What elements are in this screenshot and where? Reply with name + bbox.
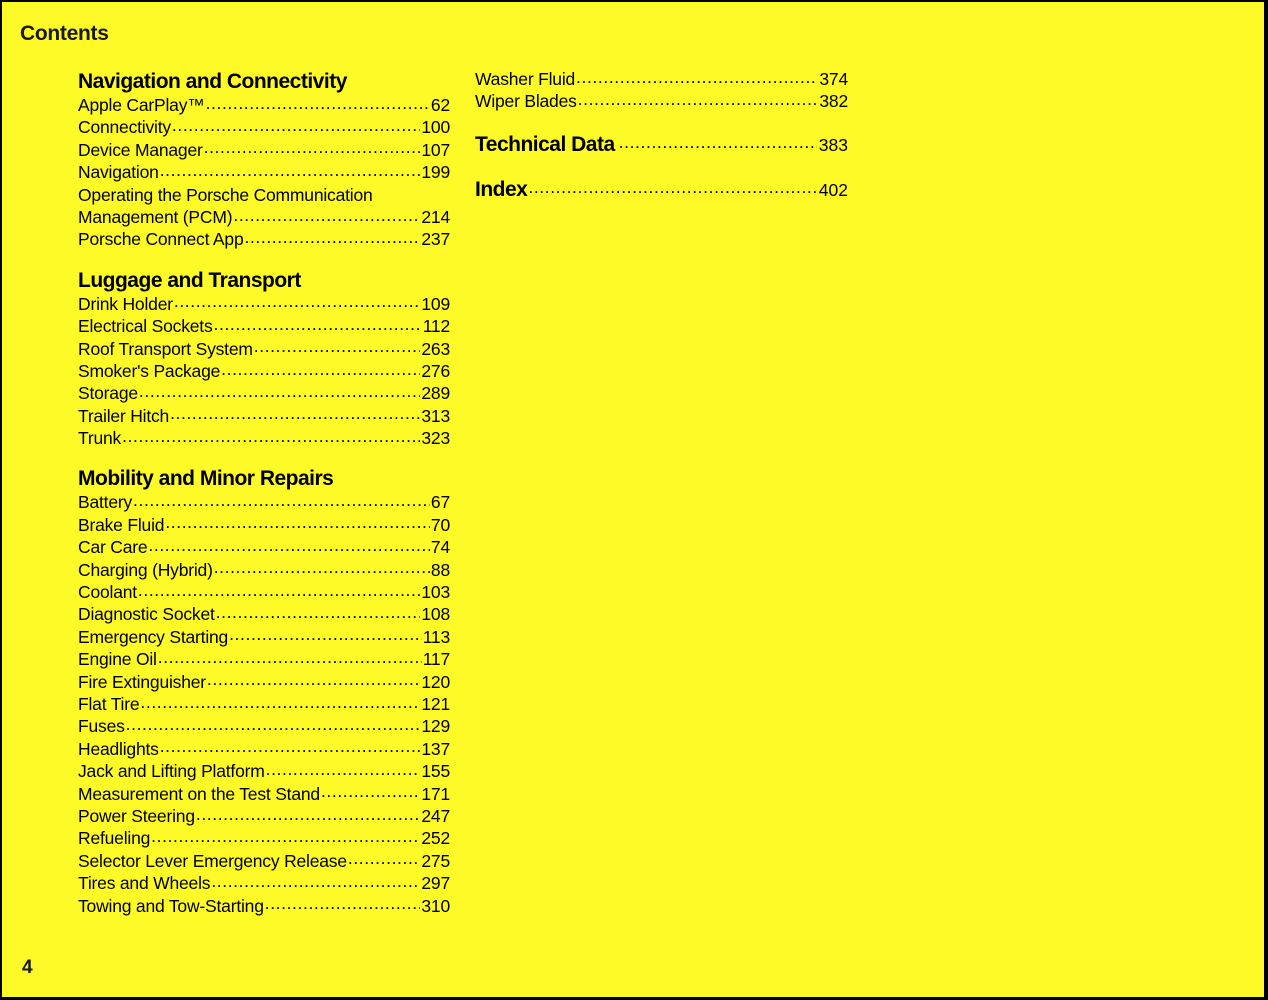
entry-label: Tires and Wheels (78, 873, 211, 894)
toc-entry[interactable] (78, 94, 450, 116)
dot-leader (207, 674, 420, 688)
entry-page: 109 (421, 293, 450, 314)
entry-page: 103 (421, 582, 450, 603)
entry-page: 108 (421, 604, 450, 625)
toc-section-navigation-connectivity (78, 70, 450, 251)
entry-page: 237 (421, 229, 450, 250)
entry-page: 276 (421, 360, 450, 381)
page-title: Contents (20, 22, 109, 45)
toc-entry[interactable] (78, 228, 450, 250)
dot-leader (348, 853, 421, 867)
entry-page: 313 (421, 405, 450, 426)
entry-label: Fuses (78, 716, 125, 737)
toc-heading-technical-data[interactable] (475, 133, 848, 157)
dot-leader (254, 341, 421, 355)
page-number: 4 (22, 957, 33, 978)
toc-entry[interactable] (78, 648, 450, 670)
heading-label: Technical Data (475, 132, 615, 156)
entry-label: Smoker's Package (78, 360, 221, 381)
toc-entry[interactable] (78, 671, 450, 693)
toc-entry-multiline[interactable] (78, 184, 450, 229)
dot-leader (321, 786, 420, 800)
dot-leader (172, 119, 420, 133)
dot-leader (619, 137, 817, 151)
dot-leader (139, 385, 420, 399)
toc-entry-line2 (78, 206, 450, 228)
entry-page: 289 (421, 383, 450, 404)
contents-page (2, 2, 1264, 997)
entry-label: Power Steering (78, 805, 195, 826)
dot-leader (244, 231, 420, 245)
entry-label: Management (PCM) (78, 206, 233, 227)
entry-page: 263 (421, 338, 450, 359)
entry-label: Roof Transport System (78, 338, 253, 359)
entry-label: Charging (Hybrid) (78, 559, 213, 580)
dot-leader (578, 93, 819, 107)
entry-page: 113 (422, 626, 450, 647)
entry-page: 247 (421, 805, 450, 826)
toc-entry[interactable] (78, 850, 450, 872)
dot-leader (576, 71, 818, 85)
toc-entry[interactable] (78, 715, 450, 737)
entry-label: Jack and Lifting Platform (78, 761, 265, 782)
toc-entry[interactable] (78, 382, 450, 404)
entry-page: 100 (421, 117, 450, 138)
section-heading: Mobility and Minor Repairs (78, 467, 334, 491)
entry-page: 62 (430, 95, 450, 115)
entry-label: Battery (78, 492, 133, 513)
toc-entry[interactable] (78, 293, 450, 315)
toc-entry[interactable] (78, 559, 450, 581)
entry-page: 74 (430, 537, 450, 558)
entry-label: Porsche Connect App (78, 229, 244, 250)
entry-page: 88 (430, 559, 450, 580)
entry-label: Apple CarPlay™ (78, 95, 205, 115)
entry-page: 129 (421, 716, 450, 737)
toc-entry[interactable] (78, 626, 450, 648)
entry-label: Washer Fluid (475, 69, 576, 89)
toc-entry[interactable] (78, 139, 450, 161)
section-heading: Luggage and Transport (78, 268, 301, 292)
dot-leader (266, 763, 421, 777)
toc-right-column (475, 68, 848, 202)
toc-entry[interactable] (78, 693, 450, 715)
dot-leader (211, 875, 420, 889)
dot-leader (126, 718, 421, 732)
dot-leader (151, 830, 420, 844)
entry-label: Diagnostic Socket (78, 604, 215, 625)
entry-label: Refueling (78, 828, 151, 849)
dot-leader (206, 97, 430, 111)
toc-entry[interactable] (78, 760, 450, 782)
dot-leader (196, 808, 421, 822)
toc-entry[interactable] (475, 90, 848, 112)
toc-entry[interactable] (78, 738, 450, 760)
entry-page: 214 (421, 206, 450, 227)
entry-label: Electrical Sockets (78, 316, 213, 337)
toc-entry[interactable] (78, 872, 450, 894)
toc-entry[interactable] (78, 161, 450, 183)
entry-page: 67 (430, 492, 450, 513)
dot-leader (528, 182, 816, 196)
entry-page: 323 (421, 428, 450, 449)
entry-page: 383 (818, 134, 848, 155)
toc-entry[interactable] (78, 338, 450, 360)
entry-label: Trailer Hitch (78, 405, 170, 426)
toc-entry[interactable] (78, 805, 450, 827)
spacer (475, 113, 848, 133)
toc-entry[interactable] (78, 116, 450, 138)
dot-leader (265, 898, 421, 912)
entry-label: Car Care (78, 537, 148, 558)
dot-leader (174, 296, 421, 310)
dot-leader (160, 164, 421, 178)
dot-leader (133, 494, 430, 508)
entry-label: Storage (78, 383, 138, 404)
entry-label: Emergency Starting (78, 626, 229, 647)
entry-label: Wiper Blades (475, 91, 577, 112)
entry-page: 171 (421, 783, 450, 804)
dot-leader (148, 539, 430, 553)
dot-leader (229, 629, 422, 643)
entry-label: Navigation (78, 162, 159, 183)
entry-page: 402 (818, 179, 848, 200)
entry-label-line1: Operating the Porsche Communication (78, 184, 373, 205)
entry-page: 120 (421, 671, 450, 692)
entry-page: 155 (421, 761, 450, 782)
dot-leader (160, 741, 421, 755)
entry-page: 137 (421, 738, 450, 759)
entry-page: 252 (421, 828, 450, 849)
entry-page: 112 (422, 316, 450, 337)
toc-entry[interactable] (78, 783, 450, 805)
toc-entry[interactable] (78, 315, 450, 337)
entry-label: Brake Fluid (78, 514, 165, 535)
section-heading: Navigation and Connectivity (78, 70, 347, 93)
dot-leader (140, 696, 420, 710)
toc-entry[interactable] (78, 536, 450, 558)
dot-leader (214, 318, 422, 332)
entry-page: 121 (421, 693, 450, 714)
entry-page: 275 (421, 850, 450, 871)
entry-label: Drink Holder (78, 293, 173, 314)
entry-label: Towing and Tow-Starting (78, 895, 264, 916)
entry-label: Connectivity (78, 117, 171, 138)
entry-page: 374 (819, 69, 848, 89)
entry-label: Trunk (78, 428, 122, 449)
toc-section-mobility-minor-repairs (78, 467, 450, 916)
dot-leader (221, 363, 420, 377)
toc-entry[interactable] (78, 427, 450, 449)
dot-leader (216, 606, 421, 620)
entry-page: 297 (421, 873, 450, 894)
dot-leader (233, 209, 420, 223)
entry-page: 310 (421, 895, 450, 916)
entry-label: Headlights (78, 738, 159, 759)
spacer (475, 157, 848, 178)
dot-leader (170, 408, 420, 422)
heading-label: Index (475, 177, 528, 201)
dot-leader (122, 430, 420, 444)
toc-entry[interactable] (78, 360, 450, 382)
entry-label: Coolant (78, 582, 137, 603)
entry-page: 107 (421, 139, 450, 160)
dot-leader (204, 142, 421, 156)
toc-entry[interactable] (78, 581, 450, 603)
dot-leader (138, 584, 420, 598)
dot-leader (165, 517, 430, 531)
toc-entry[interactable] (78, 895, 450, 917)
dot-leader (158, 651, 422, 665)
entry-page: 382 (819, 91, 848, 112)
entry-page: 199 (421, 162, 450, 183)
entry-label: Engine Oil (78, 649, 157, 670)
toc-heading-index[interactable] (475, 178, 848, 202)
toc-section-luggage-transport (78, 269, 450, 450)
toc-entry[interactable] (475, 68, 848, 90)
entry-label: Selector Lever Emergency Release (78, 850, 347, 871)
entry-label: Measurement on the Test Stand (78, 783, 320, 804)
toc-entry[interactable] (78, 405, 450, 427)
entry-label: Fire Extinguisher (78, 671, 206, 692)
toc-left-column (78, 70, 450, 935)
entry-page: 117 (422, 649, 450, 670)
entry-label: Flat Tire (78, 693, 140, 714)
entry-label: Device Manager (78, 139, 203, 160)
toc-entry[interactable] (78, 827, 450, 849)
dot-leader (214, 562, 430, 576)
toc-entry[interactable] (78, 491, 450, 513)
toc-entry[interactable] (78, 514, 450, 536)
entry-page: 70 (430, 514, 450, 535)
toc-entry[interactable] (78, 603, 450, 625)
